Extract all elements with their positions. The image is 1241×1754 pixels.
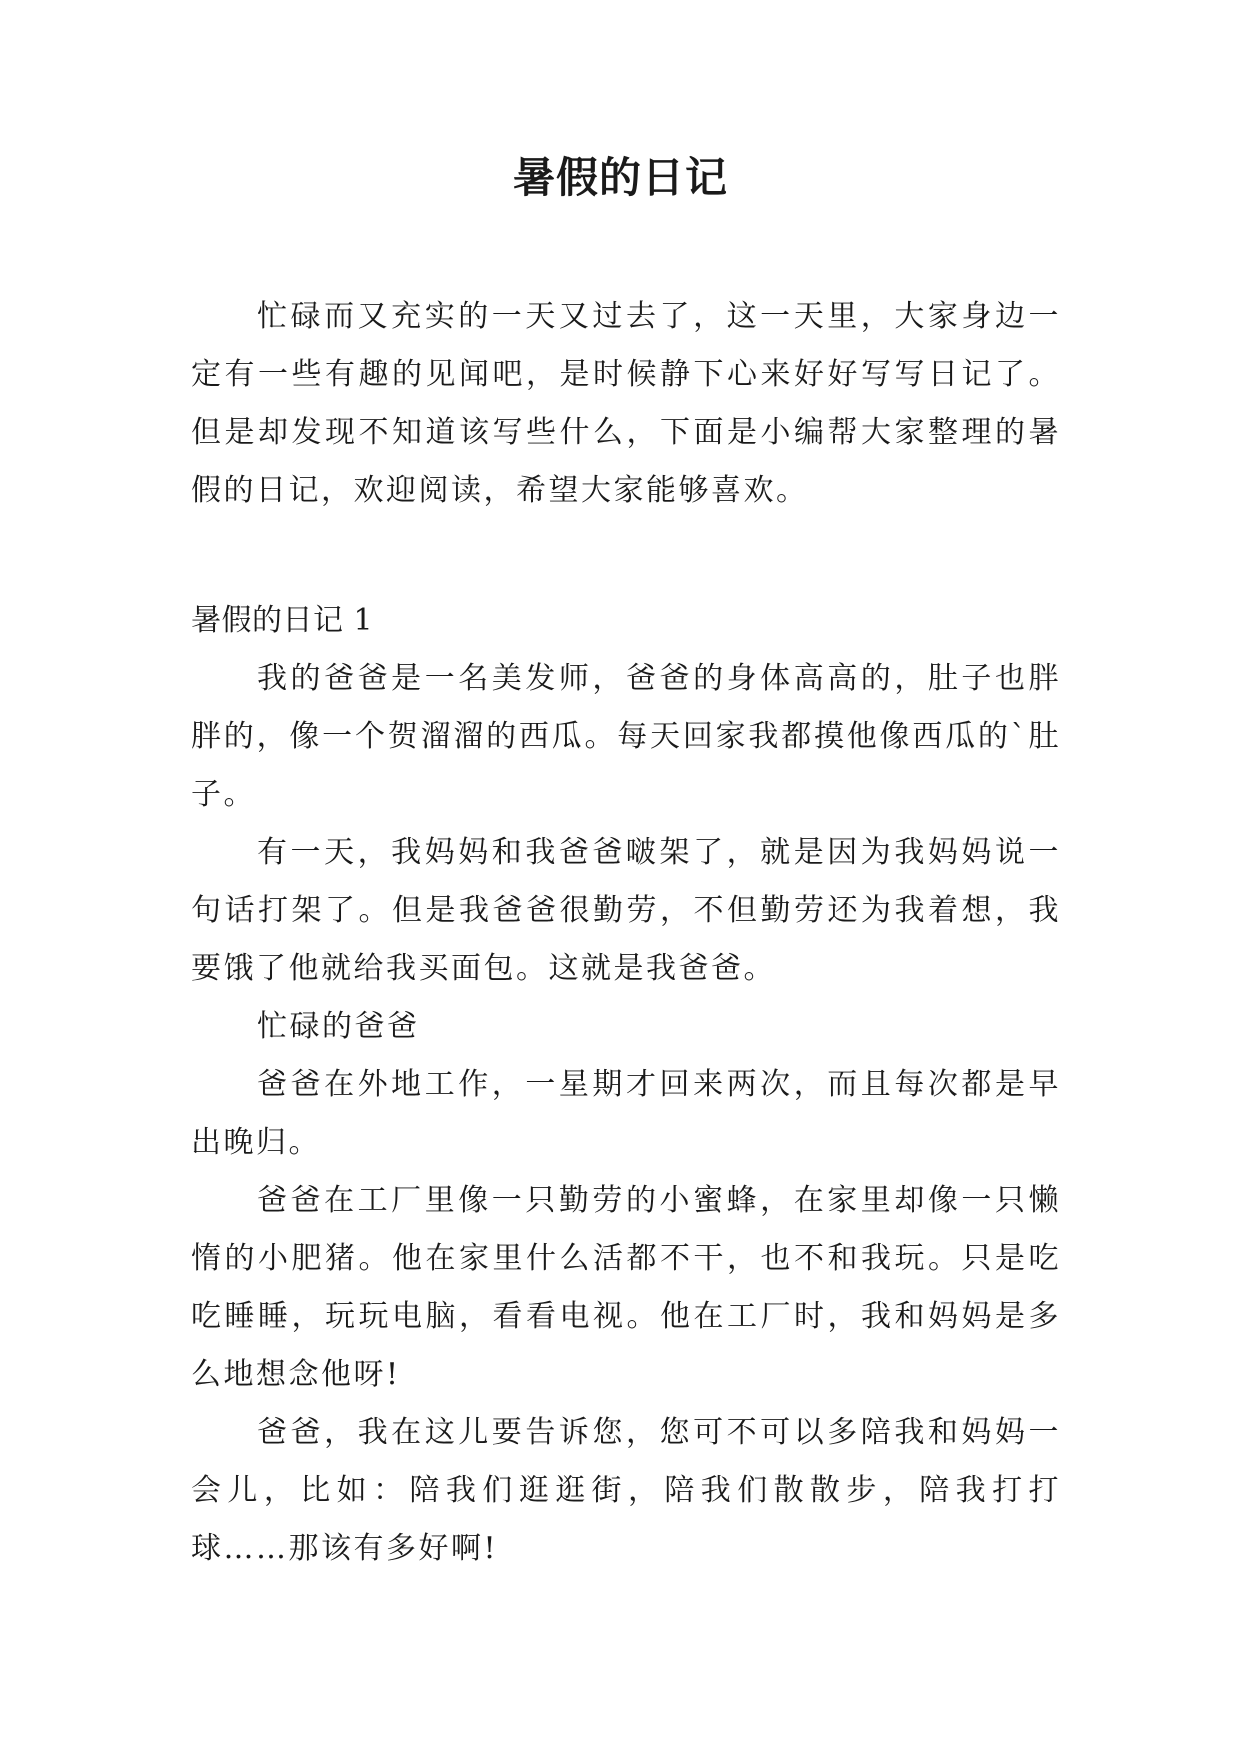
body-paragraph: 我的爸爸是一名美发师，爸爸的身体高高的，肚子也胖胖的，像一个贺溜溜的西瓜。每天回家我都摸他像西瓜的`肚子。: [191, 661, 1061, 812]
section-heading: 暑假的日记 1: [191, 603, 374, 638]
body-paragraph: 爸爸，我在这儿要告诉您，您可不可以多陪我和妈妈一会儿，比如：陪我们逛逛街，陪我们散散步，陪我打打球……那该有多好啊!: [191, 1415, 1061, 1566]
body-paragraph: 爸爸在工厂里像一只勤劳的小蜜蜂，在家里却像一只懒惰的小肥猪。他在家里什么活都不干，也不和我玩。只是吃吃睡睡，玩玩电脑，看看电视。他在工厂时，我和妈妈是多么地想念他呀!: [191, 1183, 1061, 1392]
intro-paragraph: 忙碌而又充实的一天又过去了，这一天里，大家身边一定有一些有趣的见闻吧，是时候静下心来好好写写日记了。但是却发现不知道该写些什么，下面是小编帮大家整理的暑假的日记，欢迎阅读，希望大家能够喜欢。: [191, 299, 1061, 508]
body-paragraph: 爸爸在外地工作，一星期才回来两次，而且每次都是早出晚归。: [191, 1067, 1061, 1160]
document-title: 暑假的日记: [512, 153, 728, 202]
body-paragraph: 有一天，我妈妈和我爸爸啵架了，就是因为我妈妈说一句话打架了。但是我爸爸很勤劳，不但勤劳还为我着想，我要饿了他就给我买面包。这就是我爸爸。: [191, 835, 1061, 986]
document-body: [191, 288, 1061, 1578]
subheading-paragraph: 忙碌的爸爸: [257, 1009, 420, 1044]
